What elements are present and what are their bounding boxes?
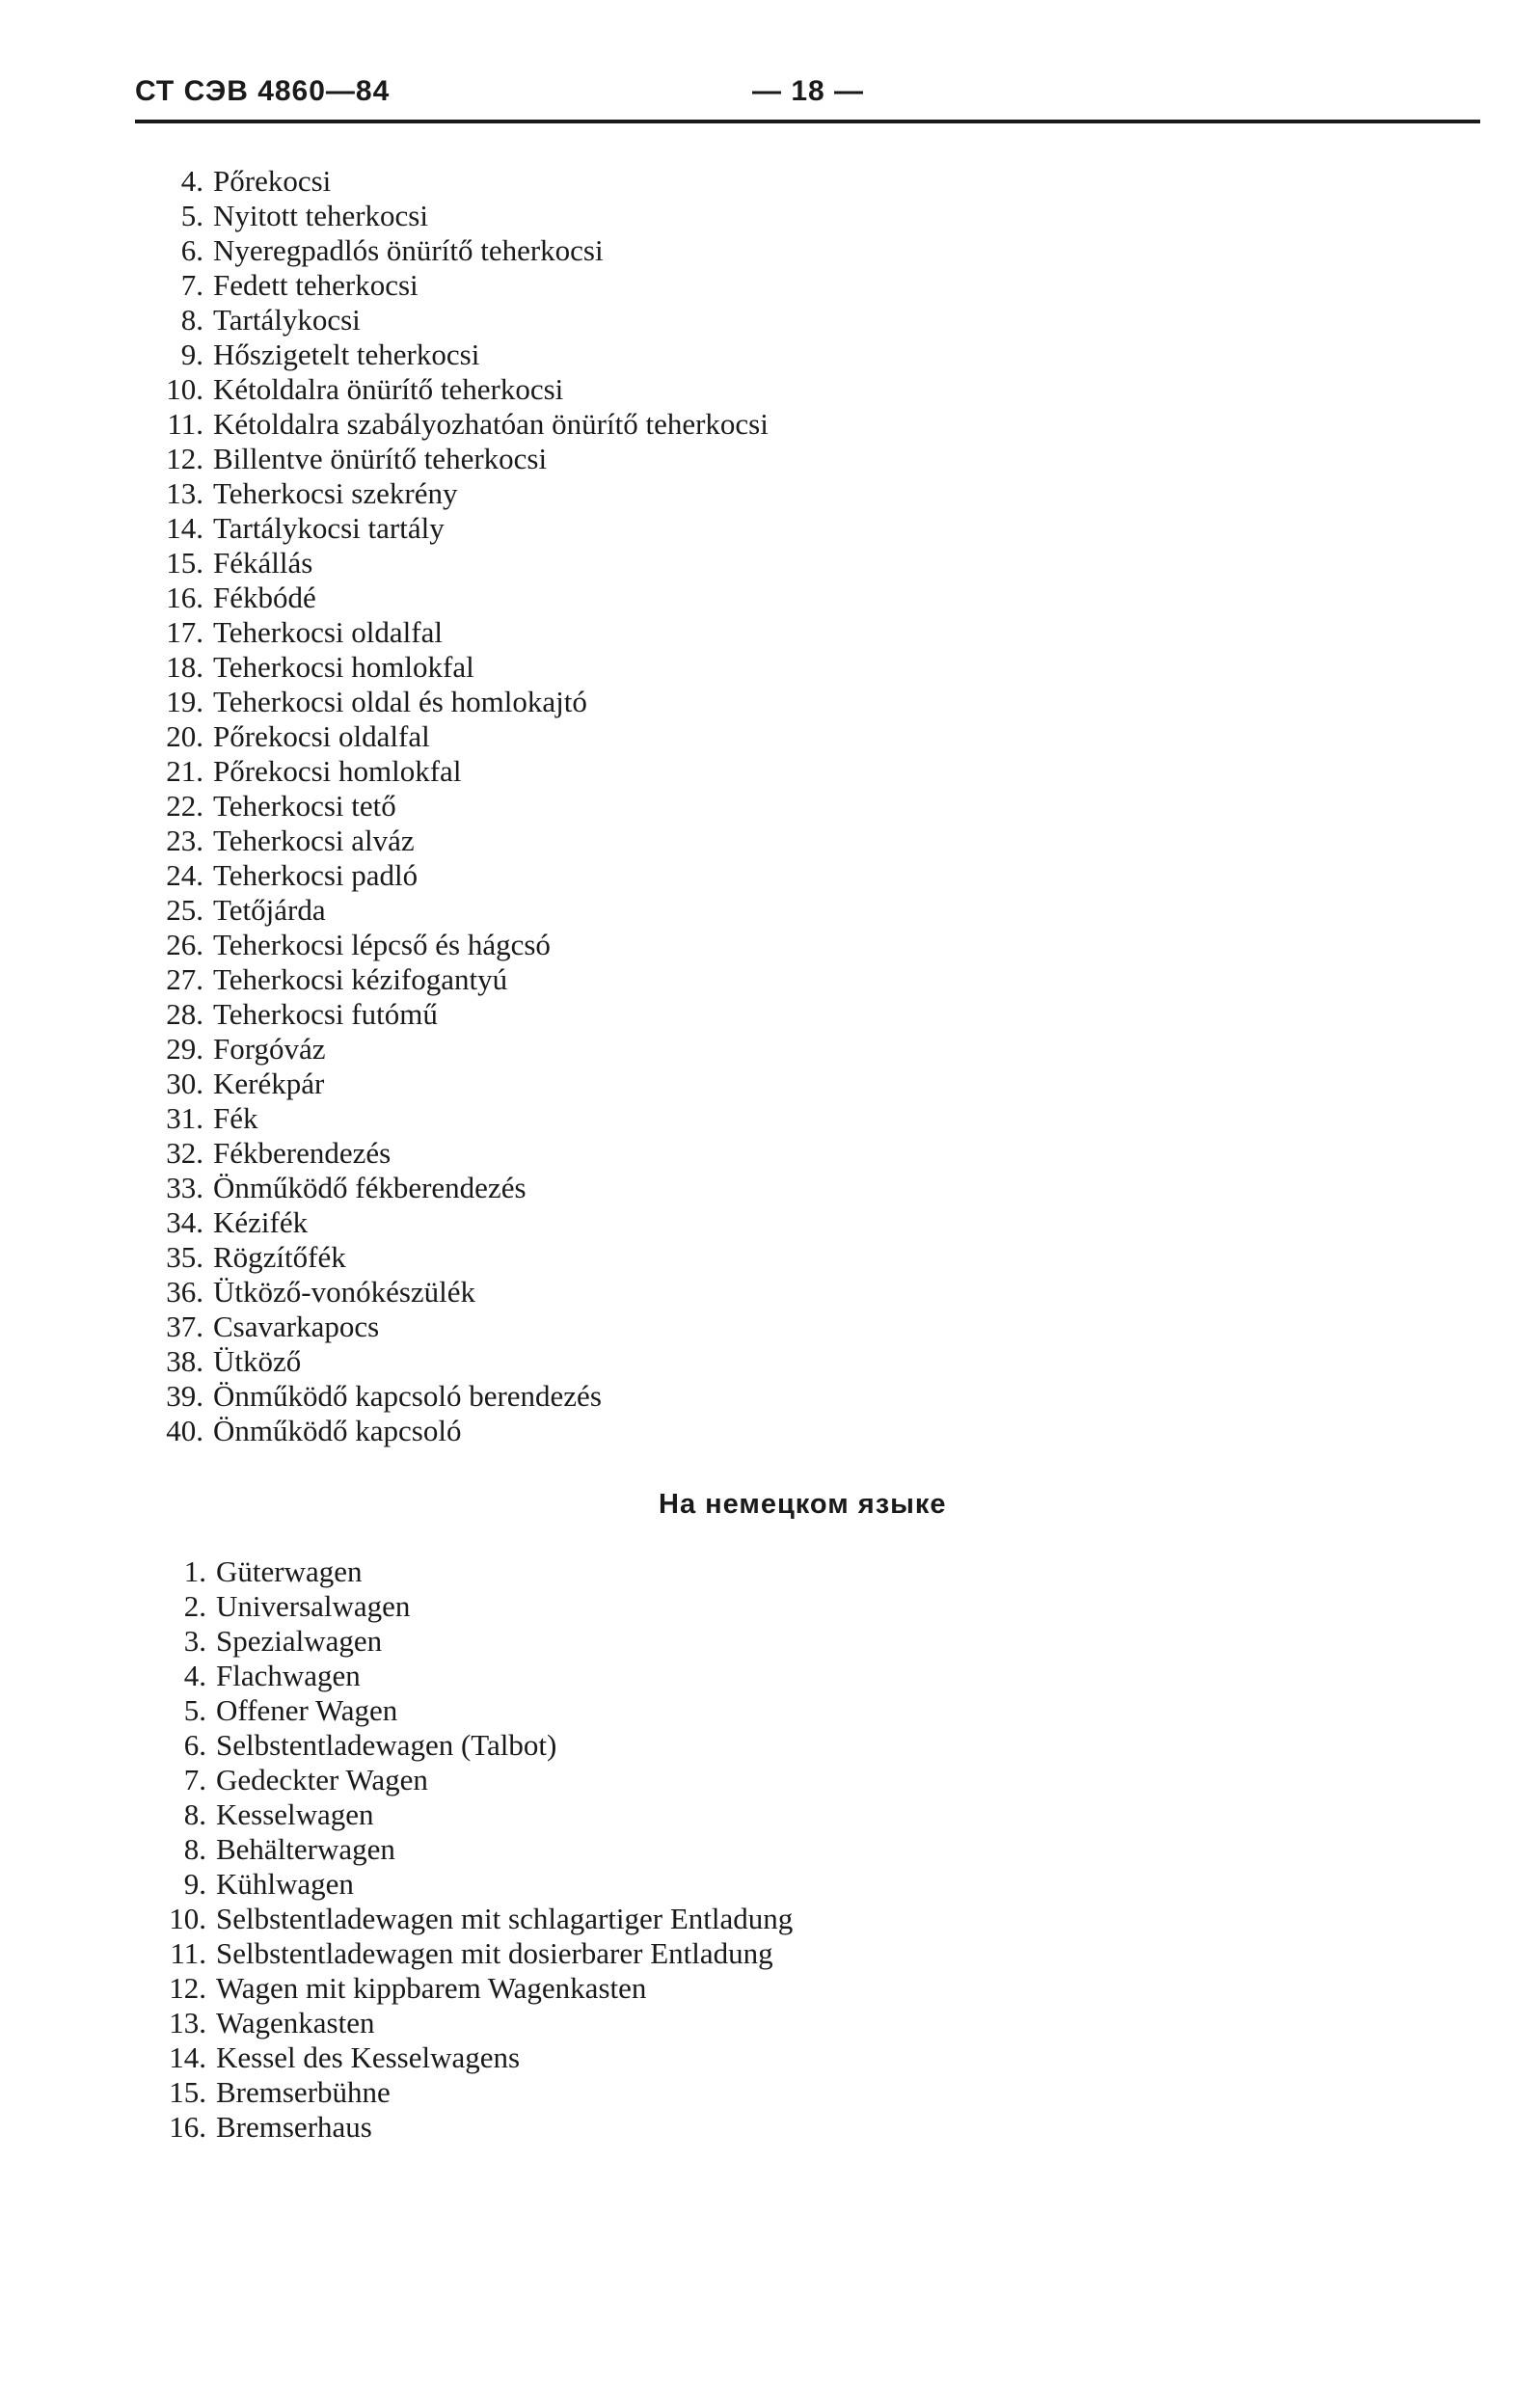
term-text: Flachwagen xyxy=(216,1659,361,1692)
term-number: 16. xyxy=(169,2110,206,2144)
term-text: Kühlwagen xyxy=(216,1867,354,1901)
term-number: 14. xyxy=(169,2040,206,2074)
term-text: Ütköző xyxy=(213,1344,302,1378)
term-text: Bremserbühne xyxy=(216,2075,391,2109)
term-text: Teherkocsi oldalfal xyxy=(213,615,443,649)
term-text: Kerékpár xyxy=(213,1067,325,1100)
hungarian-term-item xyxy=(140,442,769,476)
term-text: Tetőjárda xyxy=(213,893,326,927)
term-text: Csavarkapocs xyxy=(213,1310,380,1343)
term-number: 1. xyxy=(183,1554,206,1588)
hungarian-term-item xyxy=(140,1171,769,1205)
term-text: Teherkocsi oldal és homlokajtó xyxy=(213,685,587,718)
term-text: Hőszigetelt teherkocsi xyxy=(213,338,480,371)
term-text: Önműködő kapcsoló berendezés xyxy=(213,1379,602,1413)
hungarian-term-item xyxy=(140,1067,769,1101)
term-number: 15. xyxy=(169,2075,206,2109)
german-terms-list xyxy=(145,1554,793,2145)
term-text: Rögzítőfék xyxy=(213,1240,346,1274)
term-number: 38. xyxy=(166,1344,203,1378)
term-text: Selbstentladewagen (Talbot) xyxy=(216,1728,557,1762)
hungarian-term-item xyxy=(140,962,769,997)
term-text: Fékberendezés xyxy=(213,1136,392,1170)
term-number: 12. xyxy=(166,442,203,475)
term-text: Wagenkasten xyxy=(216,2006,375,2039)
term-number: 21. xyxy=(166,754,203,788)
term-text: Forgóváz xyxy=(213,1032,326,1066)
term-text: Fék xyxy=(213,1101,258,1135)
term-text: Behälterwagen xyxy=(216,1832,395,1866)
hungarian-term-item xyxy=(140,546,769,581)
hungarian-term-item xyxy=(140,338,769,372)
term-number: 15. xyxy=(166,546,203,580)
german-term-item xyxy=(145,1797,793,1832)
term-text: Wagen mit kippbarem Wagenkasten xyxy=(216,1971,647,2005)
term-text: Spezialwagen xyxy=(216,1624,383,1658)
term-text: Tartálykocsi xyxy=(213,303,361,337)
german-term-item xyxy=(145,1763,793,1797)
document-code: СТ СЭВ 4860—84 xyxy=(135,75,391,107)
term-number: 19. xyxy=(166,685,203,718)
german-term-item xyxy=(145,1624,793,1659)
hungarian-term-item xyxy=(140,164,769,199)
hungarian-term-item xyxy=(140,997,769,1032)
german-term-item xyxy=(145,1936,793,1971)
term-text: Selbstentladewagen mit schlagartiger Entladung xyxy=(216,1902,794,1935)
term-text: Fékállás xyxy=(213,546,313,580)
hungarian-term-item xyxy=(140,268,769,303)
term-number: 6. xyxy=(180,233,203,267)
term-number: 17. xyxy=(166,615,203,649)
term-text: Offener Wagen xyxy=(216,1693,398,1727)
term-text: Universalwagen xyxy=(216,1589,411,1623)
term-number: 12. xyxy=(169,1971,206,2005)
term-text: Tartálykocsi tartály xyxy=(213,511,445,545)
german-term-item xyxy=(145,1832,793,1867)
term-number: 40. xyxy=(166,1414,203,1447)
term-text: Teherkocsi szekrény xyxy=(213,476,458,510)
german-term-item xyxy=(145,1728,793,1763)
term-number: 25. xyxy=(166,893,203,927)
term-number: 18. xyxy=(166,650,203,684)
term-number: 26. xyxy=(166,928,203,961)
term-text: Teherkocsi alváz xyxy=(213,824,415,857)
term-text: Önműködő kapcsoló xyxy=(213,1414,462,1447)
hungarian-term-item xyxy=(140,1379,769,1414)
term-number: 29. xyxy=(166,1032,203,1066)
term-number: 32. xyxy=(166,1136,203,1170)
term-text: Güterwagen xyxy=(216,1554,363,1588)
term-text: Kétoldalra szabályozhatóan önürítő teherkocsi xyxy=(213,407,769,441)
header-rule xyxy=(135,120,1480,123)
term-text: Teherkocsi futómű xyxy=(213,997,438,1031)
term-number: 13. xyxy=(169,2006,206,2039)
german-term-item xyxy=(145,1554,793,1589)
hungarian-term-item xyxy=(140,1275,769,1310)
hungarian-term-item xyxy=(140,581,769,615)
hungarian-term-item xyxy=(140,233,769,268)
term-text: Selbstentladewagen mit dosierbarer Entladung xyxy=(216,1936,773,1970)
term-number: 8. xyxy=(183,1797,206,1831)
term-number: 7. xyxy=(183,1763,206,1796)
term-text: Teherkocsi padló xyxy=(213,858,419,892)
german-term-item xyxy=(145,2110,793,2145)
hungarian-term-item xyxy=(140,1136,769,1171)
term-number: 4. xyxy=(183,1659,206,1692)
hungarian-term-item xyxy=(140,407,769,442)
term-number: 9. xyxy=(180,338,203,371)
term-number: 5. xyxy=(180,199,203,232)
term-text: Gedeckter Wagen xyxy=(216,1763,428,1796)
hungarian-term-item xyxy=(140,789,769,824)
term-number: 34. xyxy=(166,1205,203,1239)
term-text: Teherkocsi homlokfal xyxy=(213,650,474,684)
german-term-item xyxy=(145,1902,793,1936)
hungarian-term-item xyxy=(140,1344,769,1379)
term-number: 33. xyxy=(166,1171,203,1204)
term-number: 11. xyxy=(170,1936,206,1970)
hungarian-term-item xyxy=(140,1414,769,1448)
term-number: 8. xyxy=(180,303,203,337)
term-number: 27. xyxy=(166,962,203,996)
term-text: Nyeregpadlós önürítő teherkocsi xyxy=(213,233,604,267)
hungarian-term-item xyxy=(140,1101,769,1136)
page-header xyxy=(135,75,1485,114)
term-number: 6. xyxy=(183,1728,206,1762)
hungarian-term-item xyxy=(140,615,769,650)
term-text: Billentve önürítő teherkocsi xyxy=(213,442,548,475)
hungarian-term-item xyxy=(140,303,769,338)
term-number: 22. xyxy=(166,789,203,823)
term-number: 23. xyxy=(166,824,203,857)
term-text: Bremserhaus xyxy=(216,2110,372,2144)
term-number: 14. xyxy=(166,511,203,545)
hungarian-term-item xyxy=(140,650,769,685)
hungarian-terms-list xyxy=(140,164,769,1448)
hungarian-term-item xyxy=(140,511,769,546)
hungarian-term-item xyxy=(140,754,769,789)
german-term-item xyxy=(145,2075,793,2110)
german-term-item xyxy=(145,2006,793,2040)
term-number: 16. xyxy=(166,581,203,614)
hungarian-term-item xyxy=(140,858,769,893)
term-number: 13. xyxy=(166,476,203,510)
term-number: 31. xyxy=(166,1101,203,1135)
german-term-item xyxy=(145,2040,793,2075)
term-number: 37. xyxy=(166,1310,203,1343)
term-number: 11. xyxy=(167,407,203,441)
hungarian-term-item xyxy=(140,1205,769,1240)
hungarian-term-item xyxy=(140,893,769,928)
term-number: 9. xyxy=(183,1867,206,1901)
hungarian-term-item xyxy=(140,372,769,407)
german-term-item xyxy=(145,1589,793,1624)
term-text: Teherkocsi tető xyxy=(213,789,396,823)
term-text: Önműködő fékberendezés xyxy=(213,1171,527,1204)
term-text: Pőrekocsi oldalfal xyxy=(213,719,430,753)
term-number: 39. xyxy=(166,1379,203,1413)
term-text: Pőrekocsi homlokfal xyxy=(213,754,462,788)
hungarian-term-item xyxy=(140,476,769,511)
german-term-item xyxy=(145,1971,793,2006)
hungarian-term-item xyxy=(140,199,769,233)
term-text: Pőrekocsi xyxy=(213,164,332,198)
german-term-item xyxy=(145,1867,793,1902)
hungarian-term-item xyxy=(140,719,769,754)
term-text: Kétoldalra önürítő teherkocsi xyxy=(213,372,564,406)
term-number: 8. xyxy=(183,1832,206,1866)
hungarian-term-item xyxy=(140,1310,769,1344)
term-text: Kézifék xyxy=(213,1205,309,1239)
hungarian-term-item xyxy=(140,1032,769,1067)
term-number: 30. xyxy=(166,1067,203,1100)
term-text: Kesselwagen xyxy=(216,1797,374,1831)
term-number: 10. xyxy=(169,1902,206,1935)
term-number: 7. xyxy=(180,268,203,302)
term-text: Teherkocsi lépcső és hágcsó xyxy=(213,928,551,961)
hungarian-term-item xyxy=(140,1240,769,1275)
term-number: 3. xyxy=(183,1624,206,1658)
german-term-item xyxy=(145,1693,793,1728)
term-number: 10. xyxy=(166,372,203,406)
term-number: 20. xyxy=(166,719,203,753)
german-section-heading: На немецком языке xyxy=(659,1489,947,1520)
term-number: 5. xyxy=(183,1693,206,1727)
term-text: Kessel des Kesselwagens xyxy=(216,2040,521,2074)
term-text: Nyitott teherkocsi xyxy=(213,199,428,232)
term-text: Ütköző-vonókészülék xyxy=(213,1275,476,1309)
hungarian-term-item xyxy=(140,685,769,719)
german-term-item xyxy=(145,1659,793,1693)
term-text: Fékbódé xyxy=(213,581,316,614)
term-number: 2. xyxy=(183,1589,206,1623)
term-text: Fedett teherkocsi xyxy=(213,268,419,302)
term-number: 28. xyxy=(166,997,203,1031)
hungarian-term-item xyxy=(140,928,769,962)
term-text: Teherkocsi kézifogantyú xyxy=(213,962,508,996)
term-number: 36. xyxy=(166,1275,203,1309)
term-number: 24. xyxy=(166,858,203,892)
term-number: 4. xyxy=(180,164,203,198)
term-number: 35. xyxy=(166,1240,203,1274)
page-number: — 18 — xyxy=(752,75,865,107)
hungarian-term-item xyxy=(140,824,769,858)
